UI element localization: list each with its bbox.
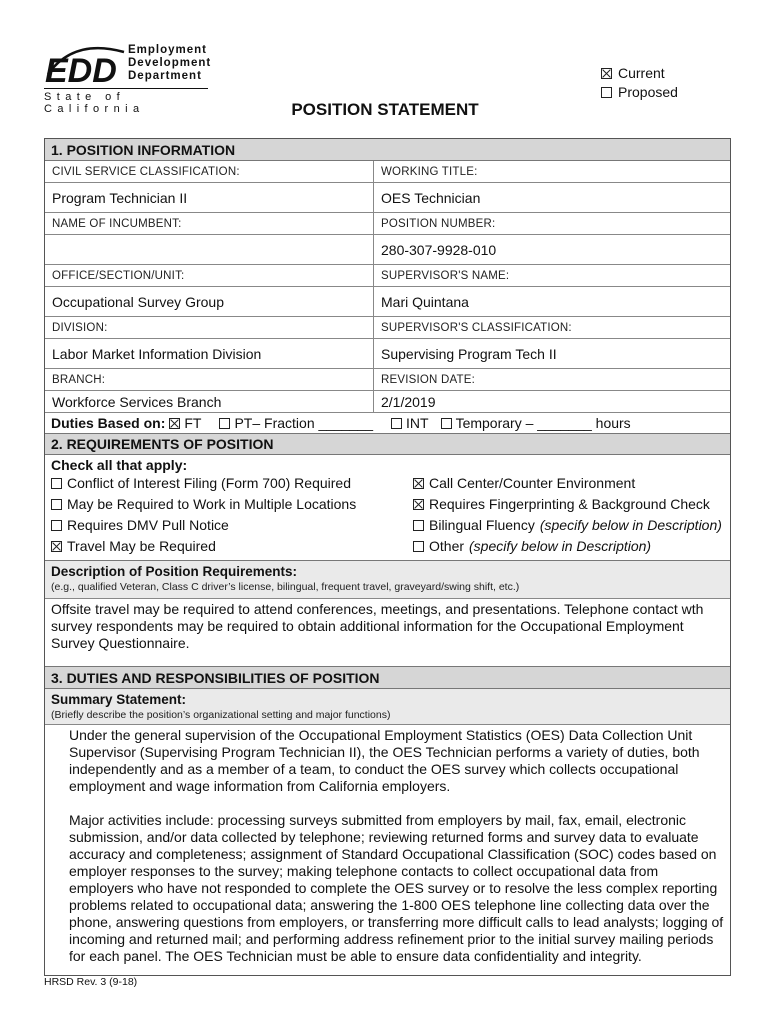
checkbox-proposed[interactable] [601,87,612,98]
field-value[interactable]: Workforce Services Branch [45,391,374,412]
check-all-label: Check all that apply: [51,457,188,473]
field-value-row [45,183,730,213]
summary-paragraph-2: Major activities include: processing surveys submitted from employers by mail, fax, email, electronic submission, and/or data collected by telephone; reviewing returned forms and survey data to evaluate accuracy and completeness; assignment of Standard Occupational Classification (SOC) codes based on employer responses to the survey; making telephone contacts to collect occupational data from employers who have not responded to complete the OES survey or to resolve the less complex reporting problems related to occupational data; answering the 1-800 OES telephone line collecting data over the phone, answering questions from employers, or transferring more difficult calls to lead analysts; logging of incoming and returned mail; and performing address refinement prior to the initial survey mailing periods for each panel. The OES Technician must be able to ensure data confidentiality and integrity. [69,812,724,964]
summary-header: Summary Statement: (Briefly describe the position’s organizational setting and major functions) [45,689,730,725]
logo-rule [44,88,208,89]
requirement-item[interactable]: Bilingual Fluency (specify below in Description) [413,515,722,536]
field-value[interactable]: Supervising Program Tech II [381,345,557,362]
requirement-item[interactable]: May be Required to Work in Multiple Locations [51,494,413,515]
field-label: CIVIL SERVICE CLASSIFICATION: [45,161,374,182]
requirement-checkbox[interactable] [413,499,424,510]
status-checkboxes [601,64,678,102]
field-value[interactable]: 280-307-9928-010 [381,241,497,258]
field-label: OFFICE/SECTION/UNIT: [45,265,374,286]
field-label: POSITION NUMBER: [381,217,496,230]
duty-ft[interactable]: FT [169,415,201,431]
requirement-checkbox[interactable] [51,478,62,489]
summary-statement[interactable] [45,725,730,965]
org-name: Employment Development Department [128,44,212,82]
requirements-checklist [45,455,730,561]
form-revision: HRSD Rev. 3 (9-18) [44,976,138,988]
checkbox-int[interactable] [391,418,402,429]
field-label: DIVISION: [45,317,374,338]
edd-logo-mark [44,44,128,86]
requirement-item[interactable]: Requires DMV Pull Notice [51,515,413,536]
page-header [0,0,770,135]
page-title: POSITION STATEMENT [291,100,479,119]
field-label-row [45,317,730,339]
status-proposed[interactable]: Proposed [601,83,678,102]
requirement-checkbox[interactable] [51,541,62,552]
requirement-checkbox[interactable] [413,478,424,489]
field-value[interactable] [45,235,374,264]
field-label: SUPERVISOR'S CLASSIFICATION: [381,321,572,334]
status-current[interactable]: Current [601,64,678,83]
checkbox-pt[interactable] [219,418,230,429]
field-label: WORKING TITLE: [381,165,478,178]
duty-pt[interactable]: PT– Fraction _______ [219,415,373,431]
requirement-checkbox[interactable] [51,499,62,510]
field-label: REVISION DATE: [381,373,475,386]
requirements-description[interactable]: Offsite travel may be required to attend conferences, meetings, and presentations. Telephone contact wth survey respondents may be required to obtain additional information for the Occupational Employment Survey Questionnaire. [45,599,730,667]
section3-heading: 3. DUTIES AND RESPONSIBILITIES OF POSITION [45,667,730,689]
position-form [44,138,731,976]
requirement-item[interactable]: Conflict of Interest Filing (Form 700) Required [51,473,413,494]
checkbox-ft[interactable] [169,418,180,429]
section1-heading: 1. POSITION INFORMATION [45,139,730,161]
summary-paragraph-1: Under the general supervision of the Occupational Employment Statistics (OES) Data Collection Unit Supervisor (Supervising Program Technician II), the OES Technician performs a variety of duties, both independently and as a member of a team, to conduct the OES survey which collects occupational employment and wage information from California employers. [69,727,700,794]
field-value[interactable]: Occupational Survey Group [45,287,374,316]
field-value-row [45,339,730,369]
field-value[interactable]: Mari Quintana [381,293,469,310]
duty-int[interactable]: INT [391,415,429,431]
field-value[interactable]: Program Technician II [45,183,374,212]
requirement-item[interactable]: Call Center/Counter Environment [413,473,722,494]
field-label: BRANCH: [45,369,374,390]
duty-temporary[interactable]: Temporary – _______ hours [441,415,631,431]
field-label-row [45,265,730,287]
field-label: NAME OF INCUMBENT: [45,213,374,234]
field-label-row [45,369,730,391]
requirement-item[interactable]: Requires Fingerprinting & Background Check [413,494,722,515]
requirement-item[interactable]: Travel May be Required [51,536,413,557]
requirements-description-header: Description of Position Requirements: (e.g., qualified Veteran, Class C driver’s license, bilingual, frequent travel, graveyard/swing shift, etc.) [45,561,730,599]
requirement-item[interactable]: Other (specify below in Description) [413,536,722,557]
section2-heading: 2. REQUIREMENTS OF POSITION [45,434,730,455]
field-label: SUPERVISOR'S NAME: [381,269,510,282]
field-label-row [45,161,730,183]
edd-logo-letters: EDD [45,52,117,86]
field-value-row [45,235,730,265]
field-value-row [45,391,730,413]
checkbox-temporary[interactable] [441,418,452,429]
duties-based-on: Duties Based on: FT PT– Fraction _______ INT Temporary – _______ hours [45,413,730,434]
field-value[interactable]: OES Technician [381,189,481,206]
edd-logo [44,44,214,115]
state-label: State of California [44,91,145,115]
field-value[interactable]: 2/1/2019 [381,393,436,410]
field-value-row [45,287,730,317]
requirement-checkbox[interactable] [51,520,62,531]
requirement-checkbox[interactable] [413,541,424,552]
checkbox-current[interactable] [601,68,612,79]
requirement-checkbox[interactable] [413,520,424,531]
field-value[interactable]: Labor Market Information Division [45,339,374,368]
field-label-row [45,213,730,235]
